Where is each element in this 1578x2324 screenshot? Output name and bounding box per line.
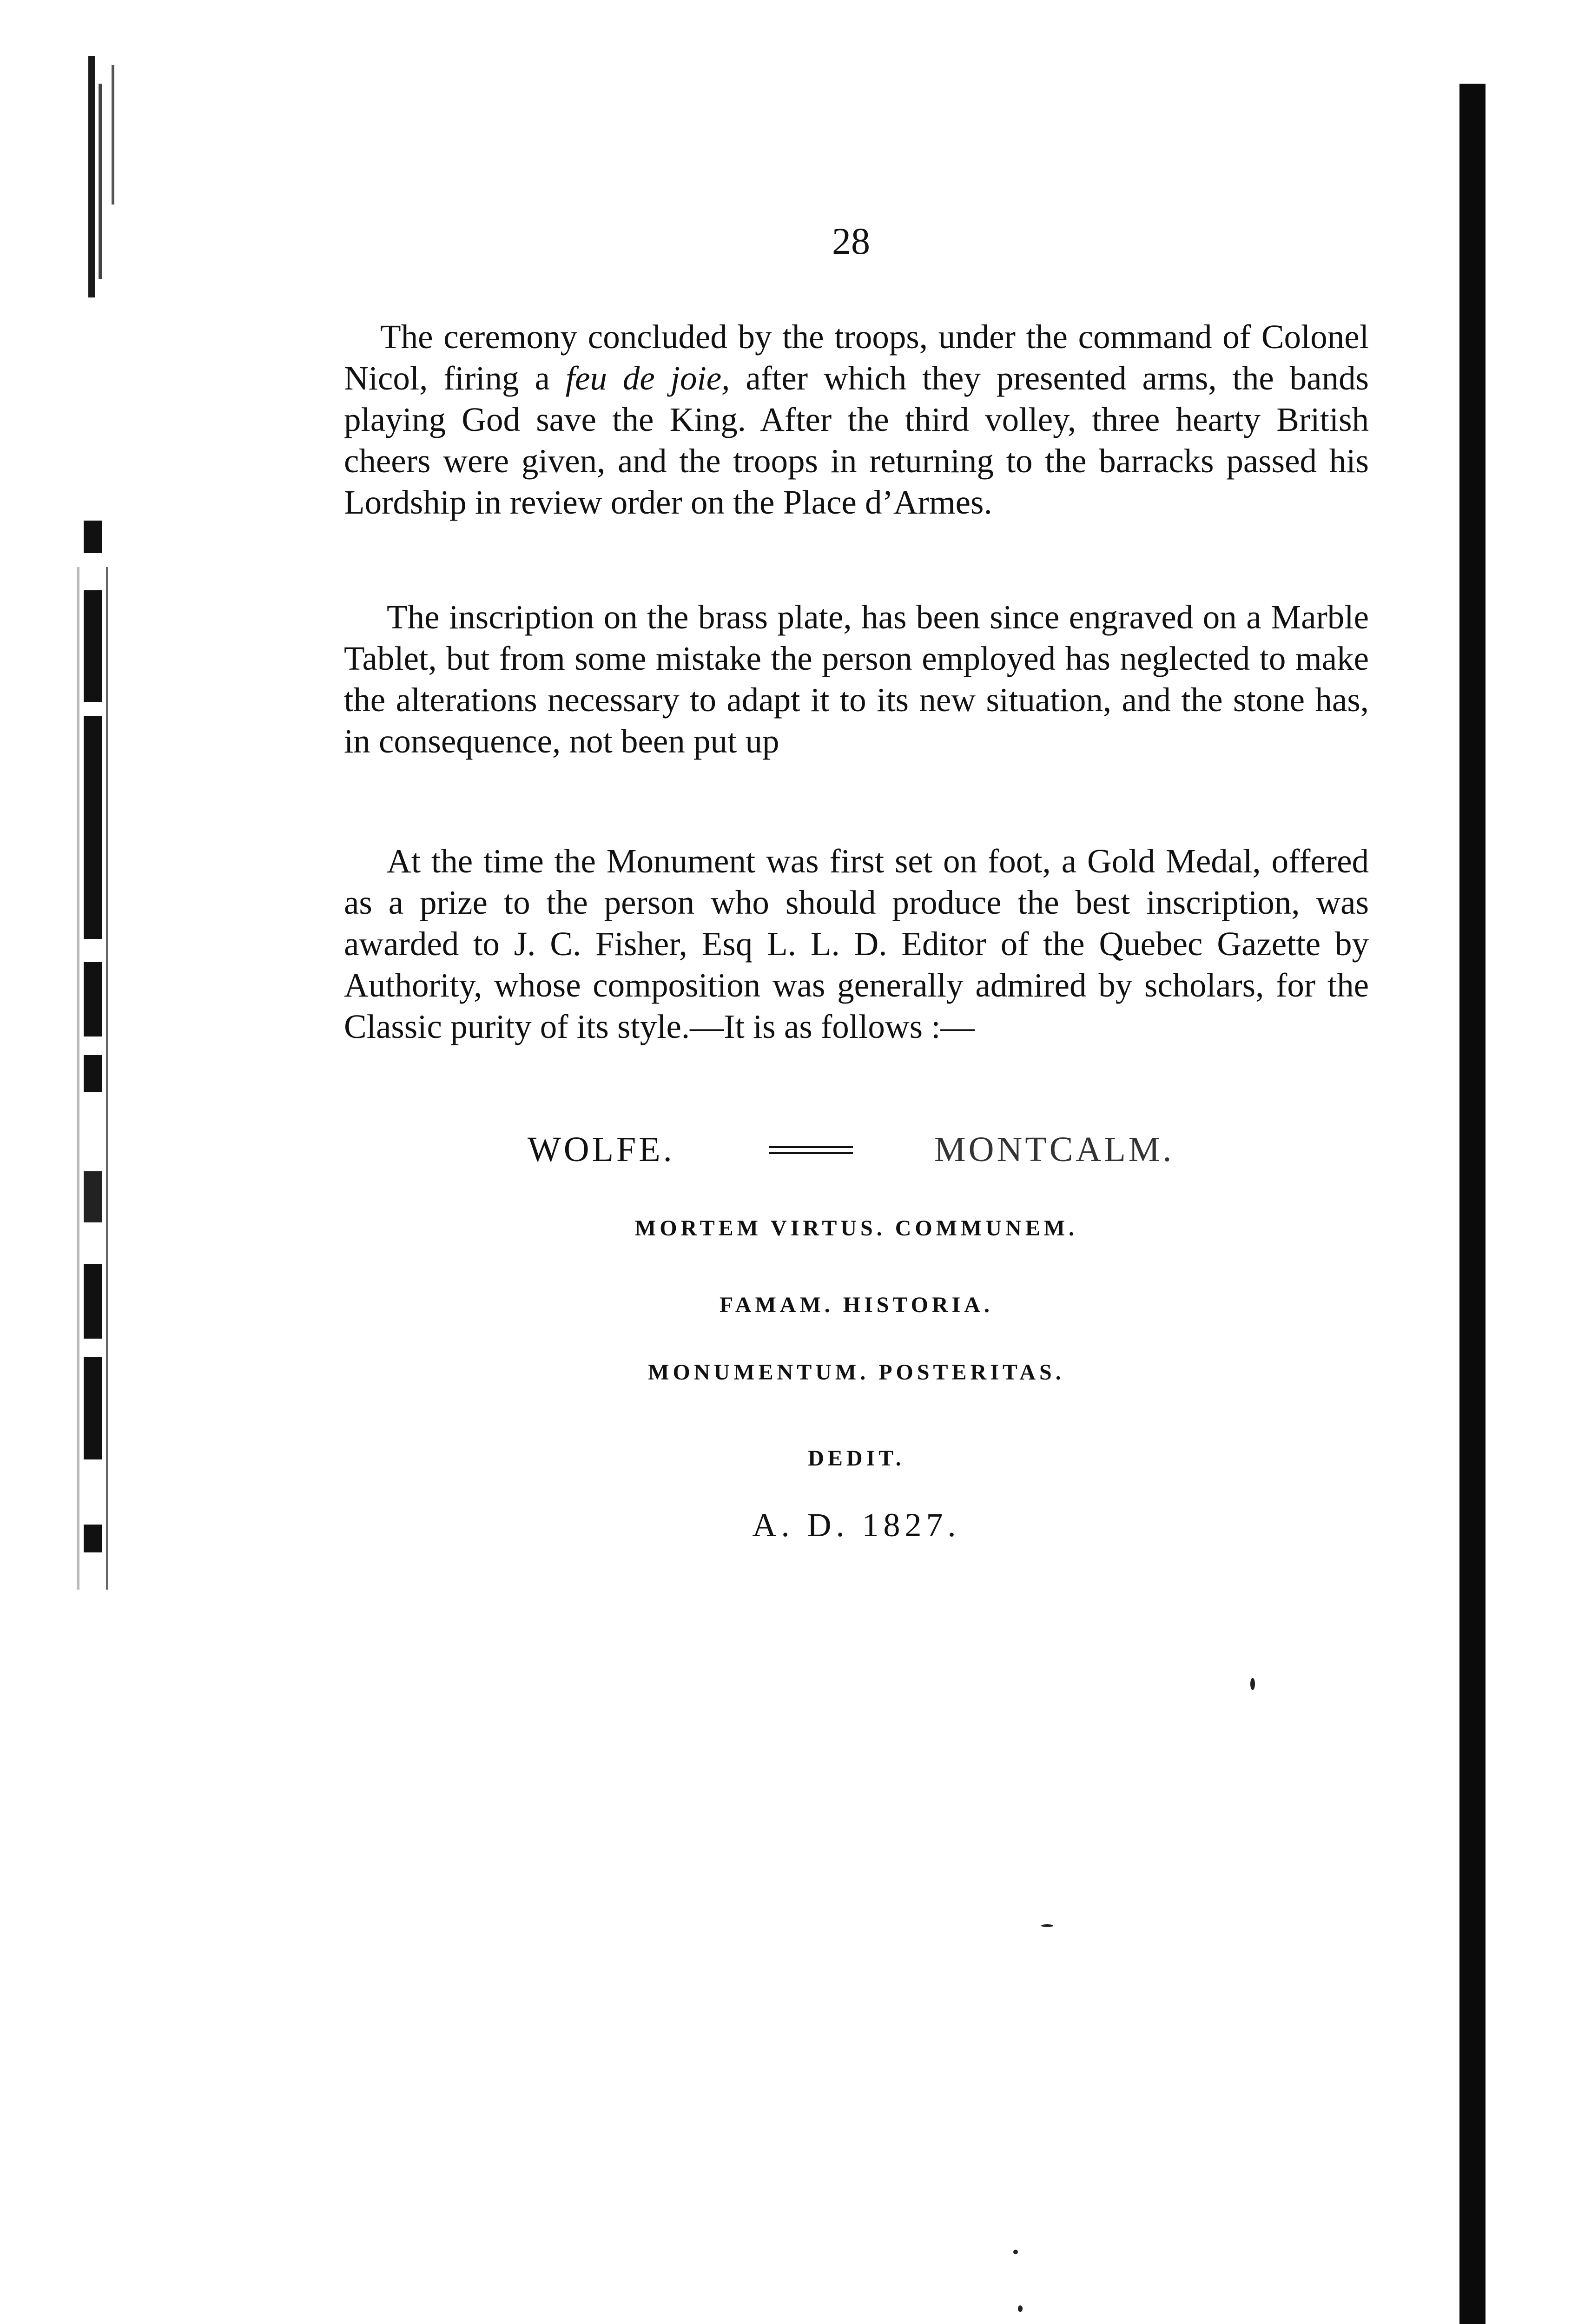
scan-border-bar <box>1459 84 1486 2324</box>
double-rule-divider <box>769 1146 853 1154</box>
inscription-header <box>344 1129 1369 1176</box>
paragraph-ceremony-italic-phrase: feu de joie, <box>565 359 730 397</box>
page-number: 28 <box>832 220 870 262</box>
scan-speck <box>1018 2305 1023 2312</box>
scan-speck <box>1013 2250 1018 2254</box>
paragraph-ceremony-text-end: after which they presented arms, the bands playing God save the King. After the third volley, three hearty British cheers were given, and the troops in returning to the barracks passed his Lordship in review order on the Place d’Armes. <box>344 359 1369 521</box>
inscription-name-wolfe: WOLFE. <box>528 1130 675 1169</box>
paragraph-ceremony-text-start: The ceremony concluded by the troops, under the command of Colonel Nicol, firing a <box>344 318 1369 397</box>
paragraph-inscription-plate: The inscription on the brass plate, has been since engraved on a Marble Tablet, but from some mistake the person employed has neglected to make the alterations necessary to adapt it to its new situation, and the stone has, in consequence, not been put up <box>344 598 1369 760</box>
inscription-name-montcalm: MONTCALM. <box>934 1130 1175 1169</box>
inscription-line-1: MORTEM VIRTUS. COMMUNEM. <box>634 1216 1078 1241</box>
scan-speck <box>1041 1924 1053 1927</box>
inscription-line-3: MONUMENTUM. POSTERITAS. <box>648 1360 1065 1385</box>
paragraph-ceremony <box>344 316 1369 523</box>
inscription-date: A. D. 1827. <box>752 1506 961 1544</box>
scan-speck <box>1250 1678 1255 1690</box>
binding-edge-artifact <box>70 56 130 1636</box>
inscription-line-2: FAMAM. HISTORIA. <box>720 1293 993 1317</box>
paragraph-gold-medal: At the time the Monument was first set on foot, a Gold Medal, offered as a prize to the person who should produce the best inscription, was awarded to J. C. Fisher, Esq L. L. D. Editor of the Quebec Gazette by Authority, whose composition was generally admired by scholars, for the Classic purity of its style.—It is as follows :— <box>344 842 1369 1045</box>
inscription-line-4: DEDIT. <box>808 1446 905 1471</box>
